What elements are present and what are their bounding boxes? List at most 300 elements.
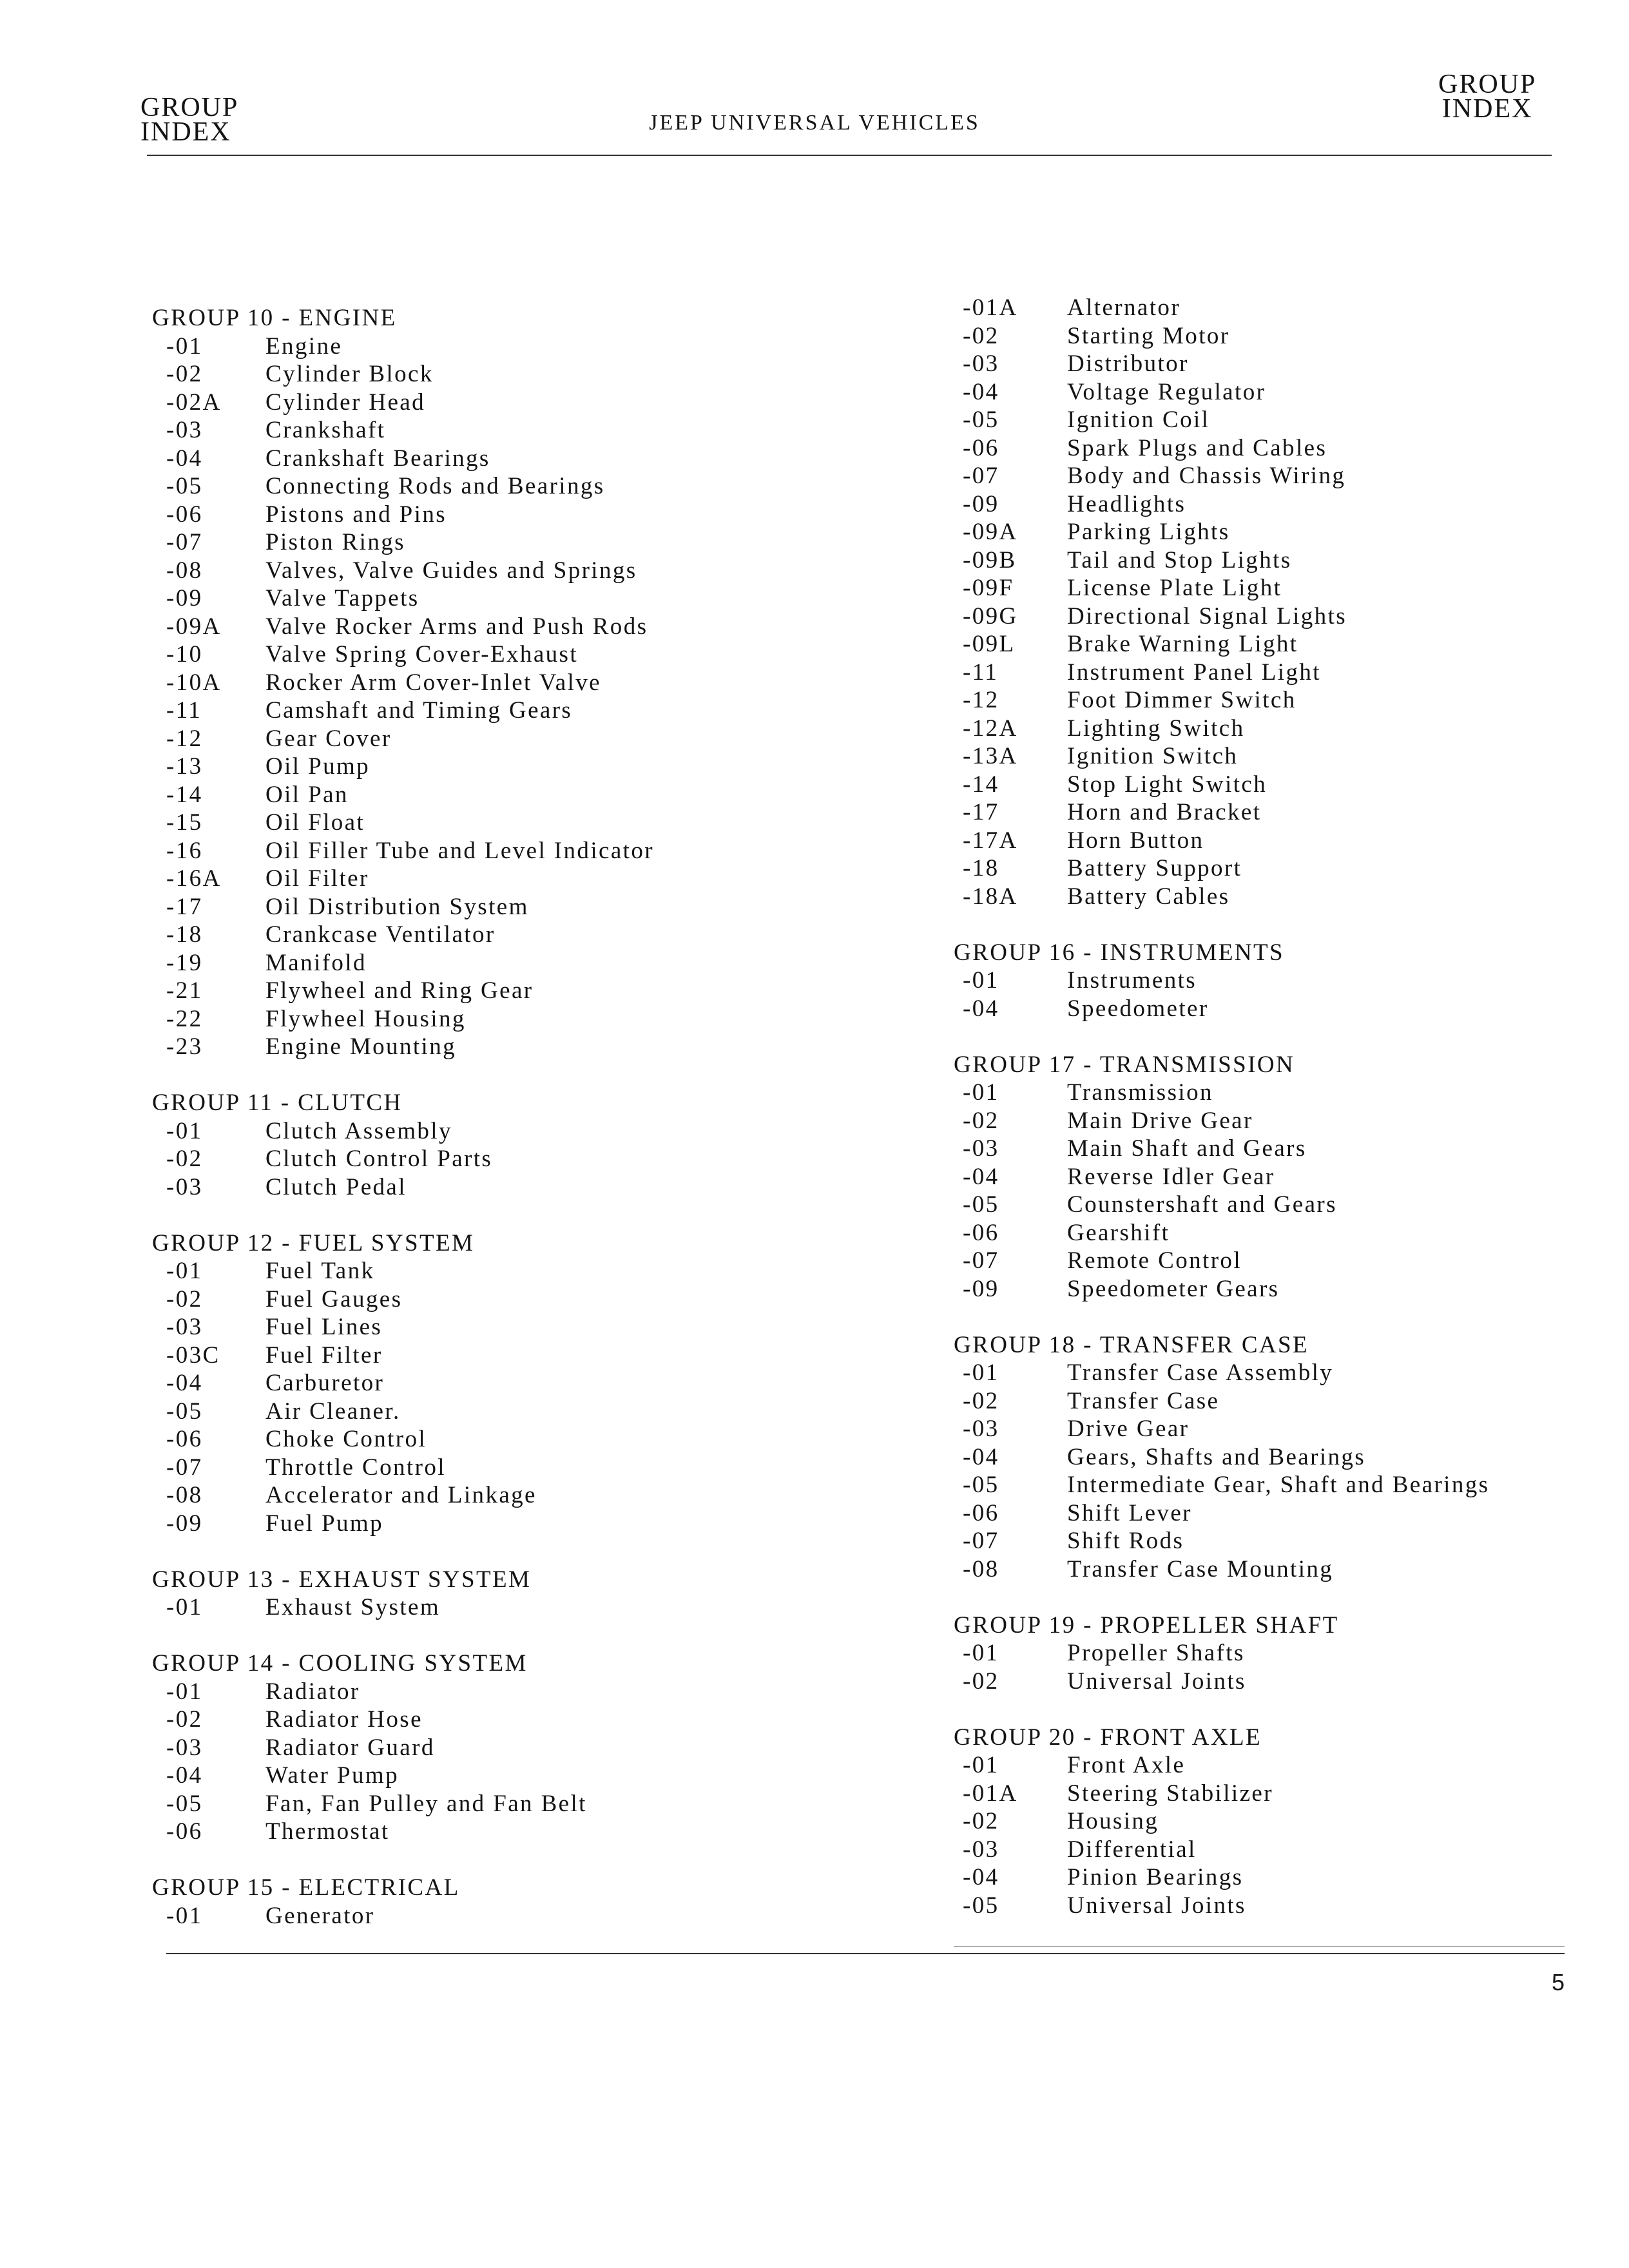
entry-code: -04 xyxy=(963,378,999,405)
entry-description: Carburetor xyxy=(265,1370,385,1396)
entry-code: -09 xyxy=(166,1510,203,1537)
entry-code: -03 xyxy=(166,1173,203,1200)
entry-code: -06 xyxy=(963,1499,999,1526)
entry-code: -01A xyxy=(963,1780,1018,1807)
group-title: GROUP 14 - COOLING SYSTEM xyxy=(152,1650,528,1677)
index-entry xyxy=(152,753,893,781)
entry-description: Universal Joints xyxy=(1067,1892,1246,1919)
index-entry xyxy=(954,1667,1598,1696)
index-group xyxy=(954,939,1598,1023)
entry-code: -21 xyxy=(166,977,203,1004)
entry-description: Speedometer xyxy=(1067,995,1209,1022)
index-entry xyxy=(954,518,1598,546)
entry-code: -11 xyxy=(963,658,999,686)
entry-code: -01 xyxy=(166,1902,203,1929)
index-entry xyxy=(954,574,1598,602)
entry-description: Fuel Tank xyxy=(265,1258,375,1284)
entry-description: Fuel Lines xyxy=(265,1314,383,1340)
entry-code: -12A xyxy=(963,715,1018,742)
index-group xyxy=(152,1874,893,1930)
index-group xyxy=(152,1649,893,1846)
entry-code: -03 xyxy=(166,417,203,443)
index-entry xyxy=(954,1892,1598,1920)
entry-code: -03 xyxy=(166,1734,203,1761)
header-left-line2: INDEX xyxy=(140,117,231,147)
entry-description: Body and Chassis Wiring xyxy=(1067,463,1346,489)
entry-description: Clutch Assembly xyxy=(265,1117,452,1144)
index-entry xyxy=(152,445,893,473)
index-entry xyxy=(954,1247,1598,1275)
entry-description: Valves, Valve Guides and Springs xyxy=(265,557,637,584)
entry-code: -09B xyxy=(963,546,1017,573)
entry-code: -09L xyxy=(963,631,1016,657)
index-entry xyxy=(152,1285,893,1314)
group-title: GROUP 15 - ELECTRICAL xyxy=(152,1874,460,1901)
entry-description: Connecting Rods and Bearings xyxy=(265,473,605,499)
index-entry xyxy=(152,416,893,445)
entry-description: Accelerator and Linkage xyxy=(265,1482,537,1508)
group-title: GROUP 18 - TRANSFER CASE xyxy=(954,1331,1309,1358)
entry-description: Radiator xyxy=(265,1678,360,1705)
entry-code: -05 xyxy=(963,1472,999,1498)
entry-code: -05 xyxy=(963,1191,999,1218)
entry-description: Crankshaft xyxy=(265,417,386,443)
entry-code: -04 xyxy=(963,1443,999,1470)
entry-code: -04 xyxy=(166,1762,203,1789)
index-entry xyxy=(954,883,1598,911)
index-entry xyxy=(954,1807,1598,1836)
index-entry xyxy=(152,1734,893,1762)
entry-description: Battery Cables xyxy=(1067,883,1230,910)
index-entry xyxy=(152,1706,893,1734)
index-group xyxy=(954,1331,1598,1584)
group-title: GROUP 12 - FUEL SYSTEM xyxy=(152,1229,475,1256)
index-entry xyxy=(954,1836,1598,1864)
entry-code: -14 xyxy=(166,781,203,808)
index-entry xyxy=(152,1398,893,1426)
index-entry xyxy=(954,462,1598,490)
entry-code: -19 xyxy=(166,949,203,976)
index-entry xyxy=(152,1145,893,1173)
index-entry xyxy=(152,837,893,865)
entry-code: -03 xyxy=(963,1416,999,1442)
entry-code: -05 xyxy=(166,1790,203,1817)
entry-code: -05 xyxy=(963,407,999,433)
entry-description: Oil Float xyxy=(265,809,365,836)
entry-description: Gearshift xyxy=(1067,1219,1170,1246)
entry-code: -02 xyxy=(166,361,203,387)
entry-description: Water Pump xyxy=(265,1762,400,1789)
index-entry xyxy=(954,1079,1598,1107)
index-entry xyxy=(954,827,1598,855)
entry-description: Cylinder Block xyxy=(265,361,434,387)
index-entry xyxy=(152,949,893,977)
entry-code: -13 xyxy=(166,753,203,780)
entry-description: Fuel Pump xyxy=(265,1510,383,1537)
index-entry xyxy=(152,893,893,921)
entry-code: -02 xyxy=(963,1387,999,1414)
index-entry xyxy=(152,669,893,697)
entry-code: -04 xyxy=(963,1864,999,1890)
entry-description: Clutch Pedal xyxy=(265,1173,407,1200)
entry-description: Reverse Idler Gear xyxy=(1067,1163,1275,1190)
entry-code: -05 xyxy=(166,473,203,499)
index-group xyxy=(954,1611,1598,1696)
entry-code: -02 xyxy=(963,1667,999,1695)
entry-code: -02 xyxy=(963,1808,999,1834)
entry-description: Instrument Panel Light xyxy=(1067,658,1321,686)
index-entry xyxy=(152,1313,893,1341)
index-entry xyxy=(954,995,1598,1023)
index-entry xyxy=(954,350,1598,378)
index-entry xyxy=(954,1780,1598,1808)
page-number: 5 xyxy=(1551,1969,1565,1995)
entry-description: Shift Lever xyxy=(1067,1499,1192,1526)
entry-code: -17A xyxy=(963,827,1018,854)
entry-description: Horn Button xyxy=(1067,827,1204,854)
entry-code: -09G xyxy=(963,602,1018,629)
entry-code: -10 xyxy=(166,641,203,668)
entry-code: -04 xyxy=(166,445,203,472)
index-entry xyxy=(152,1481,893,1510)
entry-code: -05 xyxy=(166,1398,203,1425)
entry-description: Oil Pump xyxy=(265,753,371,780)
entry-code: -09 xyxy=(963,490,999,517)
entry-description: Radiator Hose xyxy=(265,1706,423,1733)
index-entry xyxy=(954,742,1598,771)
index-entry xyxy=(954,1751,1598,1780)
entry-description: Housing xyxy=(1067,1808,1159,1834)
group-title: GROUP 20 - FRONT AXLE xyxy=(954,1724,1262,1751)
footer-rule xyxy=(166,1953,1565,1954)
index-entry xyxy=(954,1387,1598,1416)
entry-description: Clutch Control Parts xyxy=(265,1146,493,1172)
entry-code: -03 xyxy=(963,1135,999,1162)
entry-description: Throttle Control xyxy=(265,1454,446,1481)
index-entry xyxy=(954,658,1598,687)
index-entry xyxy=(954,1443,1598,1472)
entry-code: -01 xyxy=(166,332,203,360)
entry-description: Foot Dimmer Switch xyxy=(1067,687,1296,713)
index-entry xyxy=(954,771,1598,799)
entry-description: Gear Cover xyxy=(265,725,392,752)
entry-description: Transfer Case Mounting xyxy=(1067,1555,1334,1582)
entry-description: Brake Warning Light xyxy=(1067,631,1298,657)
index-column-right xyxy=(954,294,1598,1948)
entry-code: -18 xyxy=(166,921,203,948)
entry-description: Stop Light Switch xyxy=(1067,771,1268,798)
entry-code: -04 xyxy=(963,995,999,1022)
index-entry xyxy=(954,1471,1598,1499)
entry-description: Directional Signal Lights xyxy=(1067,602,1347,629)
index-entry xyxy=(954,798,1598,827)
index-entry xyxy=(152,1593,893,1622)
index-entry xyxy=(152,1425,893,1454)
entry-description: Cylinder Head xyxy=(265,389,425,416)
index-entry xyxy=(152,1454,893,1482)
entry-code: -01 xyxy=(166,1117,203,1144)
index-entry xyxy=(152,640,893,669)
entry-description: Piston Rings xyxy=(265,529,405,555)
entry-code: -03C xyxy=(166,1341,220,1369)
group-title: GROUP 13 - EXHAUST SYSTEM xyxy=(152,1566,532,1593)
index-entry xyxy=(152,613,893,641)
index-group xyxy=(152,1089,893,1201)
entry-description: Main Shaft and Gears xyxy=(1067,1135,1307,1162)
entry-code: -07 xyxy=(963,1528,999,1554)
entry-code: -12 xyxy=(166,725,203,752)
entry-code: -07 xyxy=(963,463,999,489)
index-entry xyxy=(152,1790,893,1818)
index-entry xyxy=(152,1173,893,1202)
entry-description: Parking Lights xyxy=(1067,519,1230,545)
index-entry xyxy=(152,781,893,809)
entry-code: -02 xyxy=(166,1285,203,1312)
index-entry xyxy=(954,1415,1598,1443)
index-entry xyxy=(954,1527,1598,1555)
index-entry xyxy=(152,1257,893,1285)
entry-code: -03 xyxy=(166,1314,203,1340)
index-entry xyxy=(152,1369,893,1398)
index-entry xyxy=(152,1005,893,1033)
entry-description: Headlights xyxy=(1067,490,1186,517)
entry-description: Radiator Guard xyxy=(265,1734,435,1761)
entry-description: Spark Plugs and Cables xyxy=(1067,434,1327,461)
index-entry xyxy=(954,1135,1598,1163)
header-right-line1: GROUP xyxy=(1438,70,1537,99)
index-entry xyxy=(954,434,1598,463)
entry-code: -17 xyxy=(963,799,999,825)
entry-description: Drive Gear xyxy=(1067,1416,1190,1442)
index-entry xyxy=(954,1191,1598,1219)
entry-code: -16A xyxy=(166,865,222,892)
group-title: GROUP 17 - TRANSMISSION xyxy=(954,1051,1295,1078)
index-entry xyxy=(954,1639,1598,1667)
index-entry xyxy=(954,715,1598,743)
index-entry xyxy=(152,528,893,557)
index-group xyxy=(954,1051,1598,1303)
index-entry xyxy=(954,322,1598,351)
entry-description: Flywheel and Ring Gear xyxy=(265,977,534,1004)
index-entry xyxy=(954,1275,1598,1303)
entry-description: Exhaust System xyxy=(265,1594,441,1620)
entry-description: Distributor xyxy=(1067,351,1189,377)
index-group xyxy=(954,294,1598,910)
entry-code: -11 xyxy=(166,697,202,724)
entry-description: Valve Rocker Arms and Push Rods xyxy=(265,613,648,640)
entry-code: -12 xyxy=(963,687,999,713)
entry-description: Engine Mounting xyxy=(265,1033,457,1060)
entry-description: Instruments xyxy=(1067,967,1197,994)
entry-description: Thermostat xyxy=(265,1818,390,1845)
index-entry xyxy=(954,1863,1598,1892)
index-entry xyxy=(152,977,893,1005)
index-entry xyxy=(152,1117,893,1146)
entry-code: -03 xyxy=(963,1836,999,1863)
entry-code: -02 xyxy=(166,1146,203,1172)
entry-code: -06 xyxy=(166,1818,203,1845)
entry-code: -01A xyxy=(963,294,1018,321)
entry-code: -06 xyxy=(963,1219,999,1246)
entry-code: -04 xyxy=(166,1370,203,1396)
entry-description: Fan, Fan Pulley and Fan Belt xyxy=(265,1790,587,1817)
index-group xyxy=(954,1724,1598,1920)
entry-code: -02A xyxy=(166,389,222,416)
index-entry xyxy=(954,1359,1598,1387)
entry-code: -01 xyxy=(963,1360,999,1386)
index-entry xyxy=(954,1555,1598,1584)
index-entry xyxy=(152,1762,893,1790)
index-column-left xyxy=(152,304,893,1958)
index-entry xyxy=(954,1163,1598,1191)
entry-description: Voltage Regulator xyxy=(1067,378,1266,405)
entry-code: -02 xyxy=(166,1706,203,1733)
index-entry xyxy=(152,1818,893,1846)
entry-code: -01 xyxy=(166,1594,203,1620)
entry-code: -01 xyxy=(963,967,999,994)
entry-code: -09A xyxy=(166,613,222,640)
entry-description: Intermediate Gear, Shaft and Bearings xyxy=(1067,1472,1490,1498)
header-group-index-right xyxy=(1438,70,1537,124)
entry-description: Ignition Switch xyxy=(1067,743,1239,769)
entry-description: Front Axle xyxy=(1067,1752,1186,1778)
index-group xyxy=(152,1566,893,1622)
entry-description: Air Cleaner. xyxy=(265,1398,401,1425)
entry-description: Tail and Stop Lights xyxy=(1067,546,1292,573)
entry-description: Pinion Bearings xyxy=(1067,1864,1244,1890)
entry-description: Transfer Case xyxy=(1067,1387,1220,1414)
entry-code: -08 xyxy=(166,557,203,584)
entry-description: Universal Joints xyxy=(1067,1667,1246,1695)
entry-description: Oil Distribution System xyxy=(265,893,529,920)
index-entry xyxy=(954,602,1598,631)
entry-code: -03 xyxy=(963,351,999,377)
entry-description: Fuel Filter xyxy=(265,1341,383,1369)
entry-code: -09F xyxy=(963,575,1014,601)
entry-description: Steering Stabilizer xyxy=(1067,1780,1273,1807)
index-entry xyxy=(152,557,893,585)
index-entry xyxy=(152,1033,893,1061)
entry-code: -05 xyxy=(963,1892,999,1919)
entry-description: Speedometer Gears xyxy=(1067,1275,1280,1302)
entry-description: Camshaft and Timing Gears xyxy=(265,697,573,724)
index-entry xyxy=(152,725,893,753)
index-entry xyxy=(152,809,893,837)
index-entry xyxy=(152,501,893,529)
entry-description: Crankshaft Bearings xyxy=(265,445,490,472)
entry-code: -08 xyxy=(963,1555,999,1582)
index-group xyxy=(152,1229,893,1538)
entry-description: Main Drive Gear xyxy=(1067,1107,1253,1134)
entry-code: -01 xyxy=(963,1079,999,1106)
entry-description: Crankcase Ventilator xyxy=(265,921,496,948)
entry-code: -06 xyxy=(963,434,999,461)
entry-description: Valve Spring Cover-Exhaust xyxy=(265,641,579,668)
entry-description: Flywheel Housing xyxy=(265,1005,466,1032)
index-entry xyxy=(152,865,893,893)
group-title: GROUP 19 - PROPELLER SHAFT xyxy=(954,1611,1339,1639)
header-left-line1: GROUP xyxy=(140,93,239,122)
index-entry xyxy=(152,1678,893,1706)
index-entry xyxy=(954,1499,1598,1528)
entry-description: Starting Motor xyxy=(1067,322,1230,349)
index-entry xyxy=(954,966,1598,995)
index-entry xyxy=(152,697,893,725)
entry-description: License Plate Light xyxy=(1067,575,1282,601)
header-rule xyxy=(147,155,1552,156)
group-title: GROUP 11 - CLUTCH xyxy=(152,1090,403,1116)
entry-description: Oil Pan xyxy=(265,781,349,808)
entry-code: -13A xyxy=(963,743,1018,769)
entry-description: Counstershaft and Gears xyxy=(1067,1191,1337,1218)
entry-description: Oil Filter xyxy=(265,865,369,892)
entry-code: -07 xyxy=(166,529,203,555)
group-title: GROUP 16 - INSTRUMENTS xyxy=(954,939,1284,966)
entry-code: -18A xyxy=(963,883,1018,910)
entry-description: Battery Support xyxy=(1067,855,1242,881)
entry-code: -01 xyxy=(166,1678,203,1705)
header-right-line2: INDEX xyxy=(1441,94,1533,124)
entry-code: -02 xyxy=(963,1107,999,1134)
entry-description: Fuel Gauges xyxy=(265,1285,403,1312)
entry-description: Propeller Shafts xyxy=(1067,1640,1245,1666)
header-title: JEEP UNIVERSAL VEHICLES xyxy=(649,111,980,135)
entry-code: -07 xyxy=(166,1454,203,1481)
entry-description: Transfer Case Assembly xyxy=(1067,1360,1334,1386)
entry-code: -23 xyxy=(166,1033,203,1060)
entry-description: Remote Control xyxy=(1067,1247,1242,1274)
entry-code: -06 xyxy=(166,1426,203,1452)
entry-code: -17 xyxy=(166,893,203,920)
entry-description: Horn and Bracket xyxy=(1067,799,1262,825)
entry-description: Transmission xyxy=(1067,1079,1213,1106)
index-entry xyxy=(152,472,893,501)
entry-code: -04 xyxy=(963,1163,999,1190)
entry-description: Choke Control xyxy=(265,1426,427,1452)
entry-code: -09 xyxy=(963,1275,999,1302)
index-entry xyxy=(152,1902,893,1930)
entry-description: Alternator xyxy=(1067,294,1181,321)
index-entry xyxy=(152,1510,893,1538)
entry-description: Lighting Switch xyxy=(1067,715,1245,742)
index-entry xyxy=(152,921,893,949)
index-entry xyxy=(954,294,1598,322)
entry-code: -14 xyxy=(963,771,999,798)
entry-code: -01 xyxy=(963,1752,999,1778)
entry-code: -01 xyxy=(166,1258,203,1284)
entry-description: Rocker Arm Cover-Inlet Valve xyxy=(265,669,601,696)
entry-code: -22 xyxy=(166,1005,203,1032)
index-entry xyxy=(954,406,1598,434)
entry-code: -07 xyxy=(963,1247,999,1274)
index-entry xyxy=(954,630,1598,658)
entry-code: -06 xyxy=(166,501,203,528)
index-entry xyxy=(954,686,1598,715)
group-title: GROUP 10 - ENGINE xyxy=(152,305,397,331)
index-entry xyxy=(954,1107,1598,1135)
entry-code: -09 xyxy=(166,585,203,611)
index-entry xyxy=(152,1341,893,1370)
index-entry xyxy=(954,1219,1598,1247)
entry-description: Shift Rods xyxy=(1067,1528,1184,1554)
index-group xyxy=(152,304,893,1061)
index-entry xyxy=(954,490,1598,519)
entry-code: -15 xyxy=(166,809,203,836)
index-entry xyxy=(954,378,1598,407)
entry-description: Differential xyxy=(1067,1836,1197,1863)
entry-code: -10A xyxy=(166,669,222,696)
index-entry xyxy=(954,546,1598,575)
